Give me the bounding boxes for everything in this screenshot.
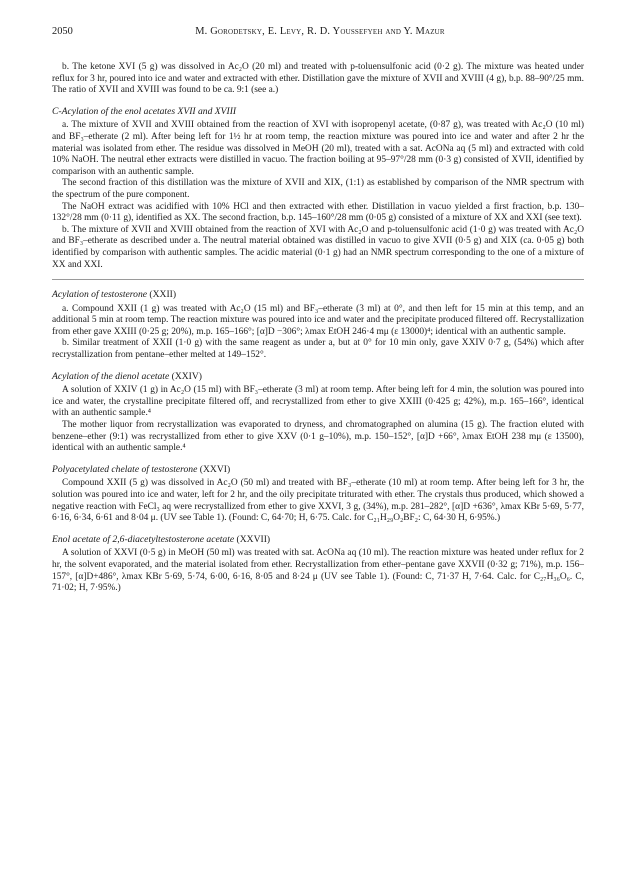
section-heading bbox=[52, 464, 584, 476]
page-number: 2050 bbox=[52, 26, 73, 37]
section-divider bbox=[52, 279, 584, 280]
section-heading bbox=[52, 106, 584, 118]
section-heading-title: C-Acylation of the enol acetates XVII and XVIII bbox=[52, 105, 237, 117]
body-paragraph: a. Compound XXII (1 g) was treated with Ac₂O (15 ml) and BF₃–etherate (3 ml) at 0°, and then left for 15 min at this temp, and an additional 5 min at room temp. The reaction mixture was poured into ice and water and the precipitate produced filtered off. Recrystallization from ether gave XXIII (0·25 g; 20%), m.p. 165–166°; [α]D −306°; λmax EtOH 246·4 mμ (ε 13000)⁴; identical with an authentic sample. bbox=[52, 303, 584, 337]
section-heading-title: Acylation of the dienol acetate bbox=[52, 370, 170, 382]
section-heading-title: Enol acetate of 2,6-diacetyltestosterone acetate bbox=[52, 533, 235, 545]
section-heading-compound: (XXII) bbox=[147, 289, 177, 301]
body-paragraph: The NaOH extract was acidified with 10% HCl and then extracted with ether. Distillation in vacuo yielded a first fraction, b.p. 130–132°/28 mm (0·11 g), identified as XX. The second fraction, b.p. 145–160°/28 mm (0·05 g) consisted of a mixture of XX and XXI (see text). bbox=[52, 201, 584, 224]
section-heading-title: Polyacetylated chelate of testosterone bbox=[52, 463, 198, 475]
journal-page bbox=[52, 26, 584, 595]
section-heading bbox=[52, 534, 584, 546]
body-paragraph: b. Similar treatment of XXII (1·0 g) with the same reagent as under a, but at 0° for 10 min only, gave XXIV 0·7 g, (54%) which after recrystallization from pentane–ether melted at 149–152°. bbox=[52, 338, 584, 361]
section-heading-compound: (XXIV) bbox=[169, 370, 203, 382]
running-header bbox=[52, 26, 584, 48]
section-heading bbox=[52, 371, 584, 383]
body-paragraph: a. The mixture of XVII and XVIII obtained from the reaction of XVI with isopropenyl acetate, (0·87 g), was treated with Ac₂O (10 ml) and BF₃–etherate (2 ml). After being left for 1½ hr at room temp, the reaction mixture was poured into ice and water and after 2 hr the material was isolated from ether. The residue was dissolved in MeOH (20 ml), treated with a sat. AcONa aq (5 ml) and extracted with cold 10% NaOH. The neutral ether extracts were distilled in vacuo. The fraction boiling at 95–97°/28 mm (0·3 g) consisted of XVII, identified by comparison with an authentic sample. bbox=[52, 120, 584, 177]
body-paragraph: A solution of XXIV (1 g) in Ac₂O (15 ml) with BF₃–etherate (3 ml) at room temp. After being left for 4 min, the solution was poured into ice and water, the crystalline precipitate filtered off, and recrystallized from ether to give XXIII (0·425 g; 42%), m.p. 165–166°, identical with an authentic sample.⁴ bbox=[52, 385, 584, 419]
author-line: M. Gorodetsky, E. Levy, R. D. Youssefyeh and Y. Mazur bbox=[195, 26, 445, 37]
article-body bbox=[52, 62, 584, 595]
section-heading-compound: (XXVI) bbox=[197, 463, 231, 475]
body-paragraph: Compound XXII (5 g) was dissolved in Ac₂O (50 ml) and treated with BF₃–etherate (10 ml) at room temp. After being left for 3 hr, the solution was poured into ice and water, left for 2 hr, and the oily precipitate triturated with ether. The crystals thus produced, which showed a negative reaction with FeCl₃ aq were recrystallized from ether to give XXVI, 3 g, (34%), m.p. 281–282°, [α]D +636°, λmax KBr 5·69, 5·77, 6·16, 6·34, 6·61 and 8·04 μ. (UV see Table 1). (Found: C, 64·70; H, 6·75. Calc. for C₂₁H₂₉O₂BF₂: C, 64·30 H, 6·95%.) bbox=[52, 478, 584, 524]
body-paragraph: The second fraction of this distillation was the mixture of XVII and XIX, (1:1) as established by comparison of the NMR spectrum with the spectrum of the pure component. bbox=[52, 178, 584, 200]
body-paragraph: b. The mixture of XVII and XVIII obtained from the reaction of XVI with Ac₂O and p-toluensulfonic acid (1·0 g) was treated with Ac₂O and BF₃–etherate as described under a. The neutral material obtained was distilled in vacuo to give XVII (0·5 g) and XIX (ca. 0·05 g) both identified by comparison with authentic samples. The acidic material (0·1 g) had an NMR spectrum corresponding to the one of a mixture of XX and XXI. bbox=[52, 224, 584, 270]
body-paragraph: b. The ketone XVI (5 g) was dissolved in Ac₂O (20 ml) and treated with p-toluensulfonic acid (0·2 g). The mixture was heated under reflux for 3 hr, poured into ice and water and extracted with ether. Distillation gave the mixture of XVII and XVIII (4 g), b.p. 88–90°/25 mm. The ratio of XVII and XVIII was found to be ca. 9:1 (see a.) bbox=[52, 62, 584, 96]
section-heading-compound: (XXVII) bbox=[234, 533, 271, 545]
body-paragraph: The mother liquor from recrystallization was evaporated to dryness, and chromatographed on alumina (15 g). The fraction eluted with benzene–ether (9:1) was recrystallized from ether to give XXV (0·1 g–10%), m.p. 150–152°, [α]D +66°, λmax EtOH 238 mμ (ε 13500), identical with an authentic sample.⁴ bbox=[52, 420, 584, 454]
section-heading bbox=[52, 289, 584, 301]
section-heading-title: Acylation of testosterone bbox=[52, 289, 148, 301]
body-paragraph: A solution of XXVI (0·5 g) in MeOH (50 ml) was treated with sat. AcONa aq (10 ml). The reaction mixture was heated under reflux for 2 hr, the solvent evaporated, and the material isolated from ether. Recrystallization from ether–pentane gave XXVII (0·32 g; 71%), m.p. 156–157°, [α]D+486°, λmax KBr 5·69, 5·74, 6·00, 6·16, 8·05 and 8·24 μ (UV see Table 1). (Found: C, 71·37 H, 7·64. Calc. for C₂₇H₃₆O₆. C, 71·02; H, 7·95%.) bbox=[52, 548, 584, 594]
